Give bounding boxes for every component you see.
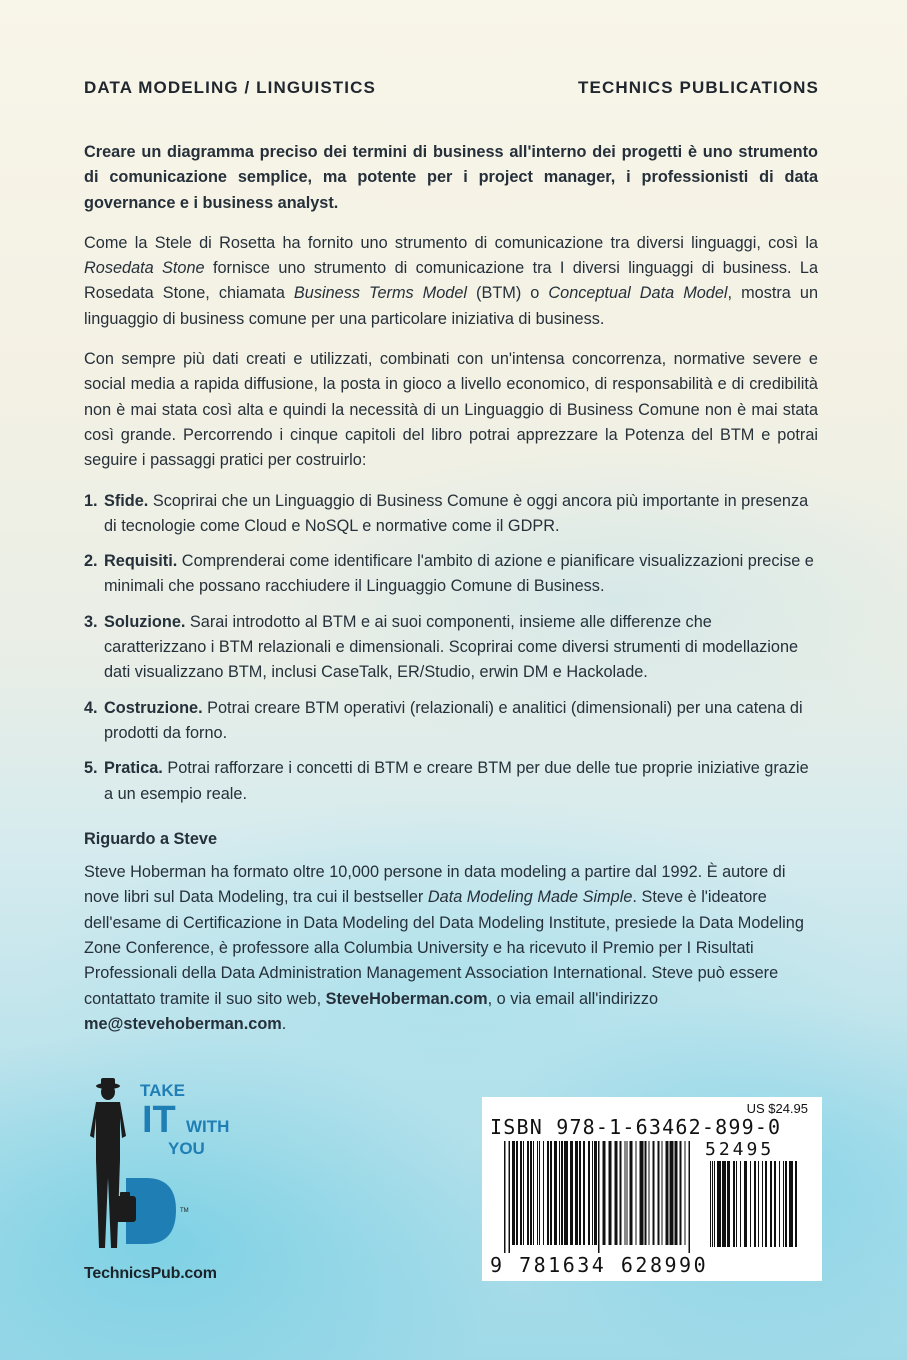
barcode-bar [722, 1161, 726, 1247]
item-title: Pratica. [104, 759, 163, 778]
item-number: 1. [84, 491, 98, 510]
barcode-bar [740, 1161, 741, 1247]
cdm-term: Conceptual Data Model [548, 284, 728, 303]
barcode-bar [615, 1141, 618, 1245]
logo-with: WITH [186, 1117, 230, 1136]
logo-tm: TM [180, 1208, 189, 1214]
item-text: Scoprirai che un Linguaggio di Business Comune è oggi ancora più importante in presenza di tecnologie come Cloud e NoSQL e normative come il GDPR. [104, 491, 809, 535]
text-run: , o via email all'indirizzo [487, 989, 659, 1008]
barcode-bar [539, 1141, 540, 1245]
barcode-bar [627, 1141, 628, 1245]
barcode-bar [625, 1141, 626, 1245]
barcode-bar [680, 1141, 682, 1245]
logo-it: IT [142, 1099, 176, 1141]
item-title: Requisiti. [104, 552, 178, 571]
barcode-bar [762, 1161, 763, 1247]
item-number: 3. [84, 612, 98, 631]
text-run: . Steve è l'ideatore dell'esame di Certificazione in Data Modeling del Data Modeling Institute, presiede la Data Modeling Zone Conference, è professore alla Columbia University e ha ricevuto il Premio per I Risultati Professionali della Data Administration Management Association International. Steve può essere contattato tramite il suo sito web, [84, 888, 804, 1008]
logo-you: YOU [168, 1139, 205, 1158]
barcode-bar [685, 1141, 686, 1245]
about-author [84, 827, 818, 1037]
text-run: fornisce uno strumento di comunicazione tra I diversi linguaggi di business. La Rosedata Stone, chiamata [84, 259, 818, 303]
item-text: Sarai introdotto al BTM e ai suoi componenti, insieme alle differenze che caratterizzano i BTM relazionali e dimensionali. Scoprirai come diversi strumenti di modellazione dati visualizzano BTM, inclusi CaseTalk, ER/Studio, erwin DM e Hackolade. [104, 612, 799, 682]
barcode-bar [583, 1141, 585, 1245]
barcode-bar [561, 1141, 563, 1245]
text-run: , mostra un linguaggio di business comune per una particolare iniziativa di business. [84, 284, 818, 328]
author-website: SteveHoberman.com [325, 989, 488, 1008]
item-text: Comprenderai come identificare l'ambito di azione e pianificare visualizzazioni precise e minimali che possano racchiudere il Linguaggio Comune di Business. [104, 552, 814, 596]
book-title: Data Modeling Made Simple [427, 888, 633, 907]
barcode-bar [774, 1161, 776, 1247]
barcode-bar [653, 1141, 655, 1245]
barcode-bar [789, 1161, 793, 1247]
intro-paragraph: Creare un diagramma preciso dei termini di business all'interno dei progetti è uno strumento di comunicazione semplice, ma potente per i project manager, i professionisti di data governance e i business analyst. [84, 143, 818, 212]
barcode-bar [547, 1141, 549, 1245]
barcode-bar [520, 1141, 522, 1245]
barcode-bar [620, 1141, 622, 1245]
barcode-bar [710, 1161, 711, 1247]
barcode-bar [636, 1141, 637, 1245]
item-text: Potrai creare BTM operativi (relazionali) e analitici (dimensionali) per una catena di prodotti da forno. [104, 698, 803, 742]
barcode-bar [570, 1141, 573, 1245]
addon-barcode-bars [710, 1161, 802, 1255]
barcode-bar [658, 1141, 660, 1245]
barcode-bar [640, 1141, 644, 1245]
price: US $24.95 [746, 1101, 808, 1116]
barcode-bar [592, 1141, 593, 1245]
barcode-bar [598, 1141, 600, 1253]
barcode-bar [564, 1141, 568, 1245]
text-run: (BTM) o [467, 284, 549, 303]
text-run: Steve Hoberman ha formato oltre 10,000 persone in data modeling a partire dal 1992. È autore di nove libri sul Data Modeling, tra cui il bestseller [84, 863, 786, 907]
ean-digits: 9 781634 628990 [490, 1253, 709, 1277]
about-paragraph [84, 860, 818, 1037]
rosedata-stone-term: Rosedata Stone [84, 259, 205, 278]
publisher-label: TECHNICS PUBLICATIONS [578, 78, 819, 97]
chapter-list [84, 489, 818, 807]
barcode-bar [537, 1141, 538, 1245]
context-paragraph: Con sempre più dati creati e utilizzati, combinati con un'intensa concorrenza, normative severe e social media a rapida diffusione, la posta in gioco a livello economico, di responsabilità e di credibilità non è mai stata così alta e quindi la necessità di un Linguaggio di Business Comune non è mai stata così grande. Percorrendo i cinque capitoli del libro potrai apprezzare la Potenza del BTM e potrai seguire i passaggi pratici per costruirlo: [84, 350, 818, 470]
list-item [84, 756, 818, 807]
isbn-number: ISBN 978-1-63462-899-0 [490, 1115, 782, 1139]
barcode-bar [662, 1141, 663, 1245]
barcode-bar [714, 1161, 715, 1247]
barcode-bar [509, 1141, 511, 1253]
barcode-bar [754, 1161, 756, 1247]
barcode-bar [645, 1141, 647, 1245]
header [84, 78, 819, 98]
barcode-bar [689, 1141, 691, 1253]
item-title: Costruzione. [104, 698, 203, 717]
barcode-bar [594, 1141, 597, 1245]
item-title: Sfide. [104, 491, 149, 510]
author-email: me@stevehoberman.com [84, 1014, 282, 1033]
barcode-bar [630, 1141, 633, 1245]
barcode-bar [733, 1161, 735, 1247]
barcode-bar [575, 1141, 578, 1245]
list-item [84, 610, 818, 686]
list-item [84, 489, 818, 540]
barcode-bar [527, 1141, 529, 1245]
barcode-bar [543, 1141, 544, 1245]
btm-term: Business Terms Model [293, 284, 468, 303]
text-run: Come la Stele di Rosetta ha fornito uno strumento di comunicazione tra diversi linguaggi, così la [84, 233, 818, 252]
barcode-bar [523, 1141, 524, 1245]
barcode-bar [609, 1141, 612, 1245]
barcode-bar [785, 1161, 787, 1247]
barcode-bar [783, 1161, 784, 1247]
category-label: DATA MODELING / LINGUISTICS [84, 78, 376, 97]
barcode-bar [530, 1141, 532, 1245]
item-number: 4. [84, 698, 98, 717]
take-it-with-you-logo [84, 1078, 264, 1258]
logo-take: TAKE [140, 1081, 186, 1100]
barcode-bar [603, 1141, 606, 1245]
ean-barcode-bars [504, 1141, 694, 1253]
barcode-bar [559, 1141, 560, 1245]
barcode-bar [712, 1161, 713, 1247]
barcode-bar [765, 1161, 767, 1247]
barcode-bar [675, 1141, 678, 1245]
item-number: 5. [84, 759, 98, 778]
item-title: Soluzione. [104, 612, 186, 631]
barcode-bar [770, 1161, 772, 1247]
barcode-bar [795, 1161, 797, 1247]
item-number: 2. [84, 552, 98, 571]
barcode-bar [717, 1161, 721, 1247]
addon-digits: 52495 [705, 1139, 775, 1160]
barcode-bar [736, 1161, 737, 1247]
barcode-bar [504, 1141, 506, 1253]
barcode-bar [727, 1161, 730, 1247]
rosetta-paragraph [84, 231, 818, 332]
barcode-bar [750, 1161, 751, 1247]
item-text: Potrai rafforzare i concetti di BTM e creare BTM per due delle tue proprie iniziative grazie a un esempio reale. [104, 759, 809, 803]
about-heading: Riguardo a Steve [84, 829, 218, 848]
barcode-bar [649, 1141, 650, 1245]
isbn-barcode [482, 1097, 822, 1281]
back-cover-text [84, 140, 818, 1052]
barcode-bar [512, 1141, 515, 1245]
barcode-bar [554, 1141, 557, 1245]
list-item [84, 549, 818, 600]
barcode-bar [533, 1141, 534, 1245]
barcode-bar [579, 1141, 581, 1245]
publisher-website: TechnicsPub.com [84, 1265, 217, 1282]
barcode-bar [670, 1141, 674, 1245]
barcode-bar [516, 1141, 518, 1245]
barcode-bar [588, 1141, 590, 1245]
barcode-bar [666, 1141, 669, 1245]
text-run: . [281, 1014, 287, 1033]
barcode-bar [758, 1161, 759, 1247]
barcode-bar [550, 1141, 552, 1245]
barcode-bar [744, 1161, 747, 1247]
list-item [84, 696, 818, 747]
barcode-bar [779, 1161, 780, 1247]
